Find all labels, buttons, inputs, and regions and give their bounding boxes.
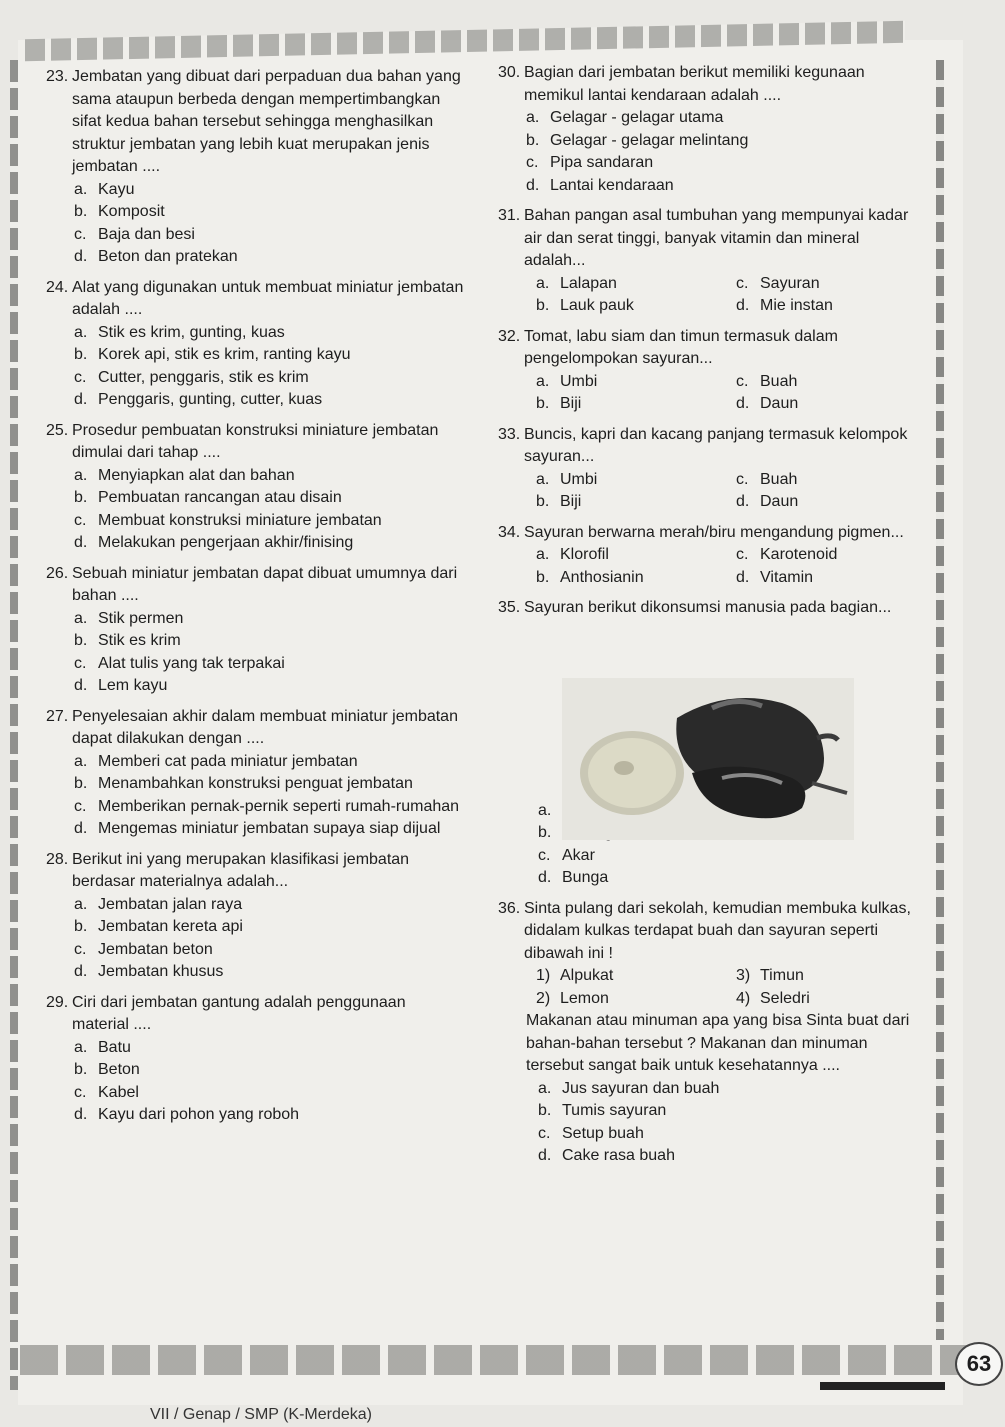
option[interactable]	[498, 1123, 918, 1146]
option-text: Stik es krim	[98, 632, 181, 649]
option-letter: d.	[74, 391, 88, 408]
option-letter: d.	[736, 493, 750, 510]
option[interactable]	[46, 246, 466, 269]
option[interactable]	[46, 796, 466, 819]
option[interactable]	[46, 894, 466, 917]
question-text: Ciri dari jembatan gantung adalah penggunaan material ....	[72, 993, 406, 1033]
option-text: Sayuran	[760, 274, 820, 292]
option-text: Mie instan	[760, 297, 833, 314]
option-letter: a.	[74, 180, 88, 198]
item-number: 2)	[536, 989, 551, 1007]
option[interactable]	[536, 544, 736, 567]
option[interactable]	[46, 224, 466, 247]
question-text: Sinta pulang dari sekolah, kemudian membuka kulkas, didalam kulkas terdapat buah dan sayuran seperti dibawah ini !	[524, 899, 911, 962]
question-text: Buncis, kapri dan kacang panjang termasuk kelompok sayuran...	[524, 425, 908, 465]
option[interactable]	[46, 389, 466, 412]
option-text: Bunga	[562, 869, 609, 886]
question-number: 34.	[498, 523, 521, 541]
option[interactable]	[498, 1145, 918, 1168]
option[interactable]	[46, 608, 466, 631]
option-text: Stik permen	[98, 609, 184, 627]
option-letter: a.	[74, 323, 88, 341]
option[interactable]	[46, 201, 466, 224]
question-23	[46, 66, 466, 269]
option[interactable]	[46, 179, 466, 202]
option-text: Membuat konstruksi miniature jembatan	[98, 511, 382, 529]
option-text: Cutter, penggaris, stik es krim	[98, 368, 309, 386]
option-text: Korek api, stik es krim, ranting kayu	[98, 346, 351, 363]
option-letter: d.	[74, 820, 88, 837]
option-text: Lantai kendaraan	[550, 176, 674, 194]
option-letter: b.	[74, 632, 88, 649]
question-29	[46, 992, 466, 1127]
option-letter: b.	[74, 775, 88, 792]
question-number: 25.	[46, 421, 69, 439]
list-item	[736, 988, 916, 1011]
option-text: Beton	[98, 1061, 140, 1078]
question-number: 33.	[498, 425, 521, 443]
option-text: Beton dan pratekan	[98, 248, 238, 265]
question-number: 31.	[498, 207, 521, 224]
option[interactable]	[46, 510, 466, 533]
question-text: Sayuran berwarna merah/biru mengandung pigmen...	[524, 523, 904, 541]
question-number: 29.	[46, 993, 69, 1011]
option-text: Cake rasa buah	[562, 1147, 675, 1164]
decorative-bottom-border	[20, 1345, 970, 1375]
option[interactable]	[46, 532, 466, 555]
option-letter: a.	[526, 109, 540, 126]
option-letter: b.	[536, 395, 550, 412]
option-text: Gelagar - gelagar melintang	[550, 131, 749, 149]
option-letter: c.	[538, 1124, 551, 1142]
option[interactable]	[46, 1059, 466, 1082]
option-text: Daun	[760, 395, 799, 412]
question-text: Penyelesaian akhir dalam membuat miniatur jembatan dapat dilakukan dengan ....	[72, 707, 458, 747]
question-text-continued: Makanan atau minuman apa yang bisa Sinta buat dari bahan-bahan tersebut ? Makanan dan minuman tersebut sangat baik untuk kesehatannya ....	[526, 1012, 910, 1074]
option-text: Klorofil	[560, 546, 609, 563]
eggplant-icon	[562, 678, 854, 840]
option-text: Jembatan khusus	[98, 963, 224, 980]
option-letter: d.	[538, 869, 552, 886]
question-text: Berikut ini yang merupakan klasifikasi jembatan berdasar materialnya adalah...	[72, 850, 410, 890]
question-27	[46, 706, 466, 841]
option[interactable]	[46, 751, 466, 774]
question-number: 28.	[46, 850, 69, 868]
option-text: Akar	[562, 846, 595, 864]
option-letter: c.	[736, 546, 749, 563]
option[interactable]	[46, 818, 466, 841]
item-number: 3)	[736, 967, 751, 984]
option-letter: b.	[74, 489, 88, 506]
option-letter: a.	[74, 752, 88, 770]
option[interactable]	[46, 1037, 466, 1060]
option-letter: c.	[74, 940, 87, 958]
question-number: 30.	[498, 64, 521, 81]
option-letter: c.	[736, 274, 749, 292]
option-text: Anthosianin	[560, 568, 644, 586]
list-item	[536, 988, 736, 1011]
option-text: Alat tulis yang tak terpakai	[98, 654, 285, 672]
question-31	[498, 205, 918, 318]
option[interactable]	[736, 567, 916, 590]
option-letter: b.	[74, 203, 88, 220]
option-text: Menambahkan konstruksi penguat jembatan	[98, 775, 413, 792]
option-letter: d.	[74, 248, 88, 265]
option[interactable]	[46, 322, 466, 345]
option-text: Biji	[560, 493, 582, 510]
question-number: 35.	[498, 599, 521, 616]
item-number: 4)	[736, 989, 751, 1007]
list-item	[736, 965, 916, 988]
option-text: Pipa sandaran	[550, 154, 654, 171]
option-text: Daun	[760, 493, 799, 510]
option-text: Kayu	[98, 180, 135, 198]
option[interactable]	[46, 916, 466, 939]
option-letter: a.	[536, 274, 550, 292]
option[interactable]	[46, 773, 466, 796]
option-letter: b.	[74, 1061, 88, 1078]
item-number: 1)	[536, 967, 551, 984]
option-text: Gelagar - gelagar utama	[550, 109, 724, 126]
question-32	[498, 326, 918, 416]
option[interactable]	[536, 371, 736, 394]
question-33	[498, 424, 918, 514]
option-letter: c.	[74, 797, 87, 815]
option-text: Umbi	[560, 372, 598, 390]
item-text: Lemon	[560, 989, 609, 1007]
option[interactable]	[498, 152, 918, 175]
option-text: Jembatan kereta api	[98, 918, 243, 935]
option-text: Lem kayu	[98, 677, 168, 694]
option-text: Vitamin	[760, 568, 814, 586]
option-text: Jembatan beton	[98, 940, 213, 958]
option-letter: b.	[526, 131, 540, 149]
option-letter: b.	[536, 493, 550, 510]
option[interactable]	[536, 491, 736, 514]
list-item	[536, 965, 736, 988]
option[interactable]	[736, 273, 916, 296]
option-letter: d.	[74, 1106, 88, 1123]
option[interactable]	[46, 1082, 466, 1105]
item-text: Timun	[760, 967, 804, 984]
option-text: Stik es krim, gunting, kuas	[98, 323, 285, 341]
footer-text: VII / Genap / SMP (K-Merdeka)	[150, 1406, 373, 1423]
option[interactable]	[536, 295, 736, 318]
option-text: Menyiapkan alat dan bahan	[98, 466, 295, 484]
option-letter: a.	[536, 372, 550, 390]
option[interactable]	[736, 544, 916, 567]
option-text: Lalapan	[560, 274, 617, 292]
option-text: Memberi cat pada miniatur jembatan	[98, 752, 358, 770]
option-text: Pembuatan rancangan atau disain	[98, 489, 342, 506]
option-letter: d.	[74, 963, 88, 980]
option[interactable]	[46, 344, 466, 367]
question-text: Jembatan yang dibuat dari perpaduan dua bahan yang sama ataupun berbeda dengan mempertimbangkan sifat kedua bahan tersebut sehingga menghasilkan struktur jembatan yang lebih kuat merupakan jenis jembatan ....	[72, 68, 461, 175]
option-letter: d.	[74, 677, 88, 694]
question-28	[46, 849, 466, 984]
option[interactable]	[736, 469, 916, 492]
question-text: Prosedur pembuatan konstruksi miniature jembatan dimulai dari tahap ....	[72, 421, 439, 461]
option-letter: d.	[538, 1147, 552, 1164]
option-letter: c.	[74, 368, 87, 386]
option-letter: c.	[74, 511, 87, 529]
option-letter: c.	[538, 846, 551, 864]
option-text: Setup buah	[562, 1124, 644, 1142]
option[interactable]	[46, 939, 466, 962]
option[interactable]	[736, 371, 916, 394]
option[interactable]	[46, 367, 466, 390]
question-number: 23.	[46, 68, 69, 85]
footer-bar	[820, 1382, 945, 1390]
page-number: 63	[955, 1342, 1003, 1386]
option[interactable]	[46, 961, 466, 984]
option[interactable]	[536, 567, 736, 590]
right-column	[498, 62, 918, 1168]
question-34	[498, 522, 918, 590]
option[interactable]	[46, 653, 466, 676]
option-letter: d.	[736, 395, 750, 412]
option-letter: a.	[536, 546, 550, 563]
option-text: Umbi	[560, 470, 598, 488]
option-text: Jus sayuran dan buah	[562, 1079, 720, 1097]
decorative-left-border	[10, 60, 18, 1390]
option[interactable]	[536, 393, 736, 416]
option-text: Batu	[98, 1038, 131, 1056]
option[interactable]	[46, 465, 466, 488]
option[interactable]	[46, 1104, 466, 1127]
item-text: Seledri	[760, 989, 810, 1007]
option-letter: a.	[74, 895, 88, 913]
option[interactable]	[736, 295, 916, 318]
question-number: 32.	[498, 327, 521, 345]
option[interactable]	[498, 175, 918, 198]
option[interactable]	[736, 393, 916, 416]
question-text: Alat yang digunakan untuk membuat miniatur jembatan adalah ....	[72, 278, 464, 318]
option-letter: a.	[538, 1079, 552, 1097]
option[interactable]	[46, 630, 466, 653]
option-text: Biji	[560, 395, 582, 412]
option-text: Tumis sayuran	[562, 1102, 667, 1119]
option-letter: c.	[74, 654, 87, 672]
option-letter: c.	[736, 372, 749, 390]
question-30	[498, 62, 918, 197]
option-text: Buah	[760, 470, 798, 488]
option-text: Jembatan jalan raya	[98, 895, 243, 913]
question-text: Sayuran berikut dikonsumsi manusia pada bagian...	[524, 599, 892, 616]
option-text: Melakukan pengerjaan akhir/finising	[98, 534, 354, 551]
question-number: 26.	[46, 564, 69, 582]
option-text: Penggaris, gunting, cutter, kuas	[98, 391, 323, 408]
question-text: Sebuah miniatur jembatan dapat dibuat umumnya dari bahan ....	[72, 564, 458, 604]
option-letter: d.	[74, 534, 88, 551]
option[interactable]	[536, 469, 736, 492]
question-36	[498, 898, 918, 1168]
left-column	[46, 66, 466, 1127]
question-25	[46, 420, 466, 555]
option-text: Kabel	[98, 1083, 139, 1101]
option-letter: c.	[736, 470, 749, 488]
question-number: 24.	[46, 278, 69, 296]
option-text: Karotenoid	[760, 546, 838, 563]
option-letter: d.	[736, 568, 750, 586]
option-letter: a.	[538, 801, 552, 819]
option-text: Buah	[760, 372, 798, 390]
option-text: Komposit	[98, 203, 165, 220]
option-letter: c.	[74, 225, 87, 243]
question-24	[46, 277, 466, 412]
option-letter: b.	[538, 1102, 552, 1119]
item-text: Alpukat	[560, 967, 614, 984]
option[interactable]	[46, 675, 466, 698]
option-letter: a.	[74, 609, 88, 627]
option-letter: b.	[74, 918, 88, 935]
option-letter: d.	[736, 297, 750, 314]
eggplant-photo	[562, 678, 854, 840]
question-number: 36.	[498, 899, 521, 917]
option[interactable]	[498, 867, 918, 890]
option-text: Memberikan pernak-pernik seperti rumah-rumahan	[98, 797, 460, 815]
option-letter: c.	[74, 1083, 87, 1101]
option-text: Kayu dari pohon yang roboh	[98, 1106, 300, 1123]
option[interactable]	[498, 107, 918, 130]
option-letter: b.	[74, 346, 88, 363]
question-26	[46, 563, 466, 698]
option[interactable]	[498, 1078, 918, 1101]
option[interactable]	[498, 1100, 918, 1123]
option-letter: b.	[538, 824, 552, 841]
option[interactable]	[498, 130, 918, 153]
question-text: Tomat, labu siam dan timun termasuk dalam pengelompokan sayuran...	[524, 327, 838, 367]
option-letter: b.	[536, 297, 550, 314]
option-text: Mengemas miniatur jembatan supaya siap dijual	[98, 820, 441, 837]
question-text: Bahan pangan asal tumbuhan yang mempunyai kadar air dan serat tinggi, banyak vitamin dan mineral adalah...	[524, 207, 909, 269]
option-letter: a.	[74, 1038, 88, 1056]
question-number: 27.	[46, 707, 69, 725]
option-text: Lauk pauk	[560, 297, 634, 314]
option[interactable]	[46, 487, 466, 510]
option-letter: b.	[536, 568, 550, 586]
question-text: Bagian dari jembatan berikut memiliki kegunaan memikul lantai kendaraan adalah ....	[524, 64, 865, 104]
option-letter: d.	[526, 176, 540, 194]
option-text: Baja dan besi	[98, 225, 195, 243]
option-letter: a.	[536, 470, 550, 488]
decorative-right-border	[936, 60, 944, 1340]
option[interactable]	[498, 845, 918, 868]
option-letter: c.	[526, 154, 539, 171]
option-letter: a.	[74, 466, 88, 484]
option[interactable]	[736, 491, 916, 514]
option[interactable]	[536, 273, 736, 296]
